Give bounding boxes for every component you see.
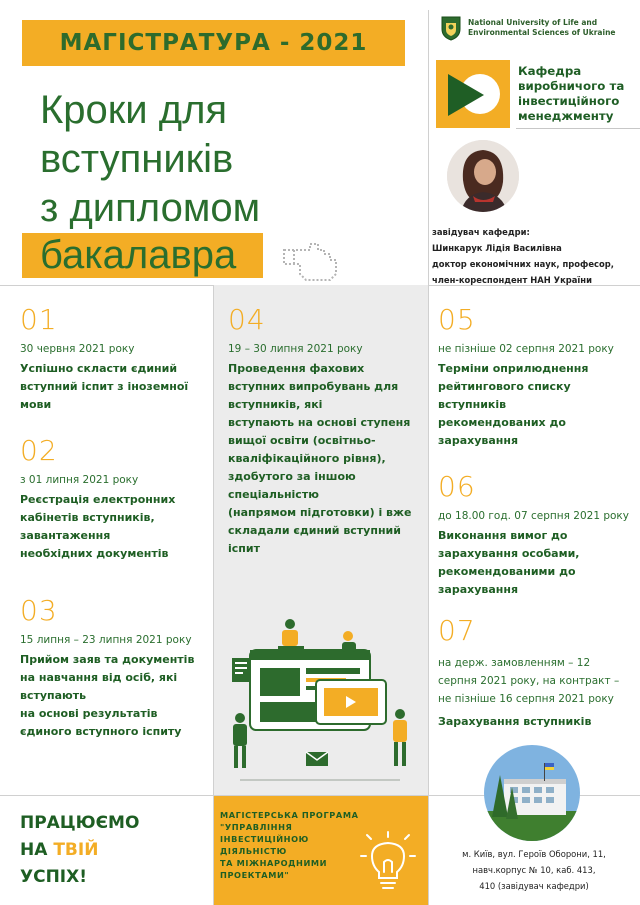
step-text-line: рейтингового списку (438, 380, 571, 393)
step-date: з 01 липня 2021 року (20, 474, 139, 486)
step-date-line: не пізніше 16 серпня 2021 року (438, 693, 614, 705)
person-top-right (342, 631, 356, 652)
program-name (220, 809, 360, 881)
step-number: 02 (20, 434, 58, 467)
step-text-line: здобутого за іншою (228, 470, 356, 483)
step-date: 19 – 30 липня 2021 року (228, 343, 363, 355)
program-line: "УПРАВЛІННЯ (220, 822, 293, 832)
department-name-line: інвестиційного (518, 94, 620, 108)
step-text-line: зарахування (438, 434, 519, 447)
building-photo (484, 745, 580, 841)
subtitle-highlight: бакалавра (40, 233, 237, 277)
slogan-part: НА (20, 840, 54, 860)
step-number: 07 (438, 614, 476, 647)
step-text-line: спеціальністю (228, 488, 319, 501)
step-text-line: рекомендованих до (438, 416, 566, 429)
program-line: МАГІСТЕРСЬКА ПРОГРАМА (220, 810, 359, 820)
step-number: 05 (438, 303, 476, 336)
step-text (438, 713, 619, 731)
divider (428, 10, 429, 285)
subtitle-line: вступників (40, 137, 234, 181)
step-text-line: рекомендованими до (438, 565, 576, 578)
lightbulb-icon (360, 828, 416, 898)
step-text-line: кваліфікаційного рівня), (228, 452, 386, 465)
slogan-accent: ТВІЙ (53, 840, 99, 860)
page-title: МАГІСТРАТУРА - 2021 (59, 30, 368, 56)
step-text-line: Прийом заяв та документів (20, 653, 195, 666)
address-line: навч.корпус № 10, каб. 413, (472, 865, 596, 875)
head-name: Шинкарук Лідія Василівна (432, 243, 562, 253)
step-06 (438, 470, 629, 599)
title-banner (22, 20, 405, 66)
address (432, 846, 636, 894)
step-text-line: вступників, які (228, 398, 323, 411)
step-01 (20, 303, 188, 414)
step-text-line: Реєстрація електронних (20, 493, 176, 506)
step-02 (20, 434, 175, 563)
step-text-line: на основі результатів (20, 707, 158, 720)
play-logo-icon (436, 60, 510, 128)
university-crest-icon (440, 15, 462, 41)
step-date: не пізніше 02 серпня 2021 року (438, 343, 614, 355)
step-text-line: єдиного вступного іспиту (20, 725, 182, 738)
step-03 (20, 594, 194, 741)
address-line: м. Київ, вул. Героїв Оборони, 11, (462, 849, 606, 859)
step-date-line: серпня 2021 року, на контракт – (438, 675, 620, 687)
person-top-left (278, 619, 304, 652)
step-text-line: вступників (438, 398, 507, 411)
team-dashboard-illustration (220, 612, 420, 792)
step-text-line: завантаження (20, 529, 111, 542)
program-line: ДІЯЛЬНІСТЮ (220, 846, 287, 856)
subtitle-line: Кроки для (40, 88, 228, 132)
step-text (438, 360, 614, 450)
step-07 (438, 614, 619, 731)
step-number: 04 (228, 303, 266, 336)
department-name-line: виробничого та (518, 79, 625, 93)
step-text-line: Зарахування вступників (438, 715, 592, 728)
step-number: 06 (438, 470, 476, 503)
step-date: 30 червня 2021 року (20, 343, 135, 355)
step-text (438, 527, 629, 599)
subtitle (40, 86, 260, 233)
step-text-line: на навчання від осіб, які (20, 671, 178, 684)
step-text-line: Проведення фахових (228, 362, 365, 375)
step-text-line: зарахування (438, 583, 519, 596)
step-text (228, 360, 411, 558)
step-text (20, 491, 175, 563)
step-text-line: необхідних документів (20, 547, 169, 560)
slogan-line: ПРАЦЮЄМО (20, 813, 140, 833)
step-date-line: на держ. замовленням – 12 (438, 657, 591, 669)
step-text-line: вищої освіти (освітньо- (228, 434, 376, 447)
step-04 (228, 303, 411, 558)
program-line: ІНВЕСТИЦІЙНОЮ (220, 834, 309, 844)
head-info (432, 224, 638, 288)
pointing-hand-icon (280, 230, 342, 292)
step-text (20, 360, 188, 414)
step-text-line: вступних випробувань для (228, 380, 399, 393)
slogan-line: УСПІХ! (20, 867, 87, 887)
divider (428, 285, 429, 905)
head-member: член-кореспондент НАН України (432, 275, 592, 285)
step-text (20, 651, 194, 741)
department-logo (436, 60, 510, 128)
slogan-line (20, 837, 139, 864)
step-text-line: Терміни оприлюднення (438, 362, 589, 375)
step-text-line: мови (20, 398, 52, 411)
person-bottom-left (233, 713, 247, 768)
step-text-line: вступають на основі ступеня (228, 416, 411, 429)
step-number: 01 (20, 303, 58, 336)
address-line: 410 (завідувач кафедри) (479, 881, 589, 891)
step-text-line: Виконання вимог до (438, 529, 568, 542)
step-text-line: іспит (228, 542, 260, 555)
step-text-line: кабінетів вступників, (20, 511, 155, 524)
step-05 (438, 303, 614, 450)
step-number: 03 (20, 594, 58, 627)
step-date: 15 липня – 23 липня 2021 року (20, 634, 192, 646)
department-name-line: Кафедра (518, 64, 582, 78)
person-bottom-right (393, 709, 407, 766)
step-date (438, 654, 619, 708)
department-name-line: менеджменту (518, 109, 614, 123)
department-name (518, 64, 638, 124)
step-text-line: вступають (20, 689, 87, 702)
subtitle-line: з дипломом (40, 186, 261, 230)
head-role: завідувач кафедри: (432, 227, 530, 237)
step-text-line: зарахування особами, (438, 547, 580, 560)
step-text-line: Успішно скласти єдиний (20, 362, 178, 375)
head-photo (447, 140, 519, 212)
slogan (20, 810, 139, 891)
step-text-line: складали єдиний вступний (228, 524, 401, 537)
university-name: National University of Life and Environmental Sciences of Ukraine (468, 18, 616, 37)
step-text-line: (напрямом підготовки) і вже (228, 506, 412, 519)
step-date: до 18.00 год. 07 серпня 2021 року (438, 510, 629, 522)
step-text-line: вступний іспит з іноземної (20, 380, 189, 393)
head-degree: доктор економічних наук, професор, (432, 259, 614, 269)
divider (516, 128, 640, 129)
program-line: ПРОЕКТАМИ" (220, 870, 290, 880)
program-line: ТА МІЖНАРОДНИМИ (220, 858, 328, 868)
